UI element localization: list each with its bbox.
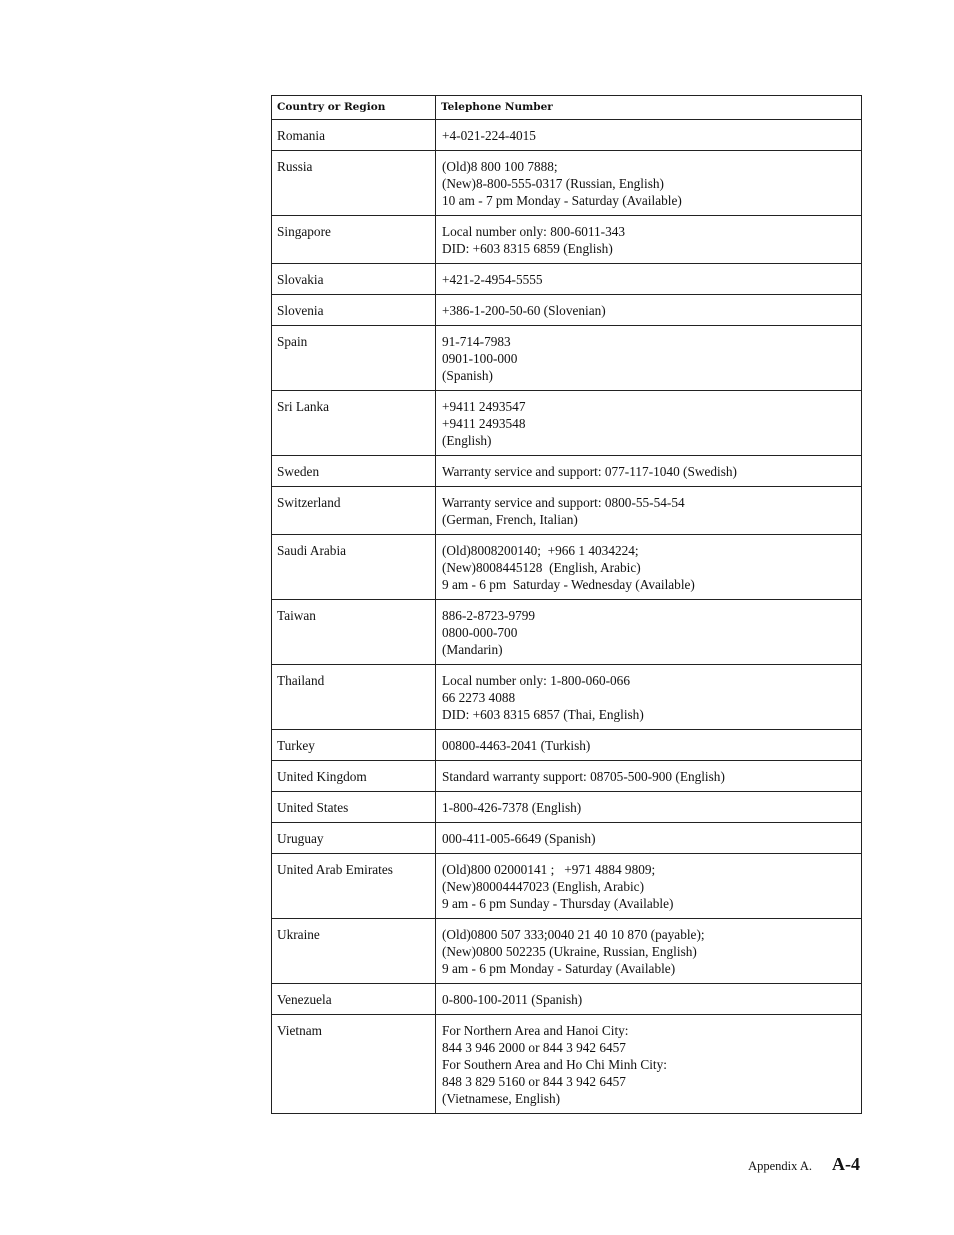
phone-line: 66 2273 4088 xyxy=(442,690,516,705)
phone-cell xyxy=(436,216,862,264)
phone-line: +421-2-4954-5555 xyxy=(442,272,543,287)
phone-line: (Old)0800 507 333;0040 21 40 10 870 (payable); xyxy=(442,927,705,942)
country-cell: Romania xyxy=(272,120,436,151)
phone-line: (Old)8 800 100 7888; xyxy=(442,159,558,174)
country-cell: Thailand xyxy=(272,665,436,730)
phone-line: (English) xyxy=(442,433,492,448)
country-cell: Slovakia xyxy=(272,264,436,295)
support-phone-table xyxy=(271,95,862,1114)
phone-line: 0800-000-700 xyxy=(442,625,518,640)
phone-line: Warranty service and support: 0800-55-54-54 xyxy=(442,495,685,510)
table-row xyxy=(272,761,862,792)
phone-cell xyxy=(436,665,862,730)
table-row xyxy=(272,295,862,326)
phone-line: 00800-4463-2041 (Turkish) xyxy=(442,738,591,753)
table-row xyxy=(272,326,862,391)
table-row xyxy=(272,391,862,456)
country-cell: Saudi Arabia xyxy=(272,535,436,600)
country-cell: Turkey xyxy=(272,730,436,761)
table-row xyxy=(272,535,862,600)
phone-line: 844 3 946 2000 or 844 3 942 6457 xyxy=(442,1040,626,1055)
country-cell: Venezuela xyxy=(272,984,436,1015)
country-cell: Singapore xyxy=(272,216,436,264)
phone-line: For Northern Area and Hanoi City: xyxy=(442,1023,629,1038)
table-header-row xyxy=(272,96,862,120)
phone-line: DID: +603 8315 6857 (Thai, English) xyxy=(442,707,644,722)
phone-line: DID: +603 8315 6859 (English) xyxy=(442,241,613,256)
country-cell: United States xyxy=(272,792,436,823)
phone-cell xyxy=(436,792,862,823)
table-row xyxy=(272,792,862,823)
phone-line: Local number only: 1-800-060-066 xyxy=(442,673,630,688)
table-row xyxy=(272,919,862,984)
table-row xyxy=(272,854,862,919)
phone-cell xyxy=(436,487,862,535)
phone-line: 886-2-8723-9799 xyxy=(442,608,536,623)
phone-cell xyxy=(436,264,862,295)
phone-cell xyxy=(436,1015,862,1114)
phone-line: 000-411-005-6649 (Spanish) xyxy=(442,831,596,846)
phone-cell xyxy=(436,984,862,1015)
country-cell: Sri Lanka xyxy=(272,391,436,456)
phone-line: +9411 2493547 xyxy=(442,399,526,414)
phone-line: (Vietnamese, English) xyxy=(442,1091,561,1106)
phone-cell xyxy=(436,600,862,665)
phone-line: Local number only: 800-6011-343 xyxy=(442,224,626,239)
country-cell: Uruguay xyxy=(272,823,436,854)
table-row xyxy=(272,456,862,487)
phone-line: 1-800-426-7378 (English) xyxy=(442,800,582,815)
page-footer xyxy=(748,1154,860,1175)
column-header-phone: Telephone Number xyxy=(436,96,862,120)
phone-cell xyxy=(436,823,862,854)
footer-section-label: Appendix A. xyxy=(748,1159,812,1173)
country-cell: Vietnam xyxy=(272,1015,436,1114)
column-header-country: Country or Region xyxy=(272,96,436,120)
phone-cell xyxy=(436,456,862,487)
phone-cell xyxy=(436,295,862,326)
phone-line: +9411 2493548 xyxy=(442,416,526,431)
country-cell: Ukraine xyxy=(272,919,436,984)
phone-cell xyxy=(436,730,862,761)
phone-line: (Spanish) xyxy=(442,368,493,383)
table-row xyxy=(272,823,862,854)
table-row xyxy=(272,120,862,151)
table-row xyxy=(272,151,862,216)
phone-cell xyxy=(436,761,862,792)
table-row xyxy=(272,984,862,1015)
phone-line: 9 am - 6 pm Monday - Saturday (Available) xyxy=(442,961,676,976)
country-cell: Spain xyxy=(272,326,436,391)
table-row xyxy=(272,600,862,665)
phone-line: (New)8008445128 (English, Arabic) xyxy=(442,560,641,575)
country-cell: Russia xyxy=(272,151,436,216)
table-row xyxy=(272,216,862,264)
table-row xyxy=(272,487,862,535)
country-cell: Taiwan xyxy=(272,600,436,665)
phone-line: (Mandarin) xyxy=(442,642,503,657)
table-row xyxy=(272,730,862,761)
phone-cell xyxy=(436,854,862,919)
table-row xyxy=(272,665,862,730)
country-cell: Slovenia xyxy=(272,295,436,326)
phone-line: 0901-100-000 xyxy=(442,351,518,366)
phone-line: 9 am - 6 pm Saturday - Wednesday (Available) xyxy=(442,577,695,592)
phone-cell xyxy=(436,391,862,456)
phone-line: 848 3 829 5160 or 844 3 942 6457 xyxy=(442,1074,626,1089)
phone-line: Warranty service and support: 077-117-1040 (Swedish) xyxy=(442,464,737,479)
phone-line: (New)8-800-555-0317 (Russian, English) xyxy=(442,176,664,191)
phone-cell xyxy=(436,120,862,151)
country-cell: Sweden xyxy=(272,456,436,487)
phone-line: +4-021-224-4015 xyxy=(442,128,536,143)
phone-line: 91-714-7983 xyxy=(442,334,511,349)
phone-line: (New)0800 502235 (Ukraine, Russian, English) xyxy=(442,944,697,959)
phone-cell xyxy=(436,535,862,600)
table-row xyxy=(272,264,862,295)
phone-line: For Southern Area and Ho Chi Minh City: xyxy=(442,1057,667,1072)
phone-line: (Old)800 02000141 ; +971 4884 9809; xyxy=(442,862,656,877)
phone-line: (German, French, Italian) xyxy=(442,512,578,527)
phone-line: 0-800-100-2011 (Spanish) xyxy=(442,992,583,1007)
table-row xyxy=(272,1015,862,1114)
country-cell: United Kingdom xyxy=(272,761,436,792)
phone-line: Standard warranty support: 08705-500-900 (English) xyxy=(442,769,725,784)
country-cell: Switzerland xyxy=(272,487,436,535)
page-number: A-4 xyxy=(832,1154,860,1174)
phone-line: +386-1-200-50-60 (Slovenian) xyxy=(442,303,606,318)
phone-line: (Old)8008200140; +966 1 4034224; xyxy=(442,543,639,558)
phone-line: (New)80004447023 (English, Arabic) xyxy=(442,879,644,894)
phone-cell xyxy=(436,326,862,391)
country-cell: United Arab Emirates xyxy=(272,854,436,919)
phone-cell xyxy=(436,919,862,984)
phone-cell xyxy=(436,151,862,216)
phone-line: 10 am - 7 pm Monday - Saturday (Available) xyxy=(442,193,682,208)
phone-line: 9 am - 6 pm Sunday - Thursday (Available) xyxy=(442,896,674,911)
